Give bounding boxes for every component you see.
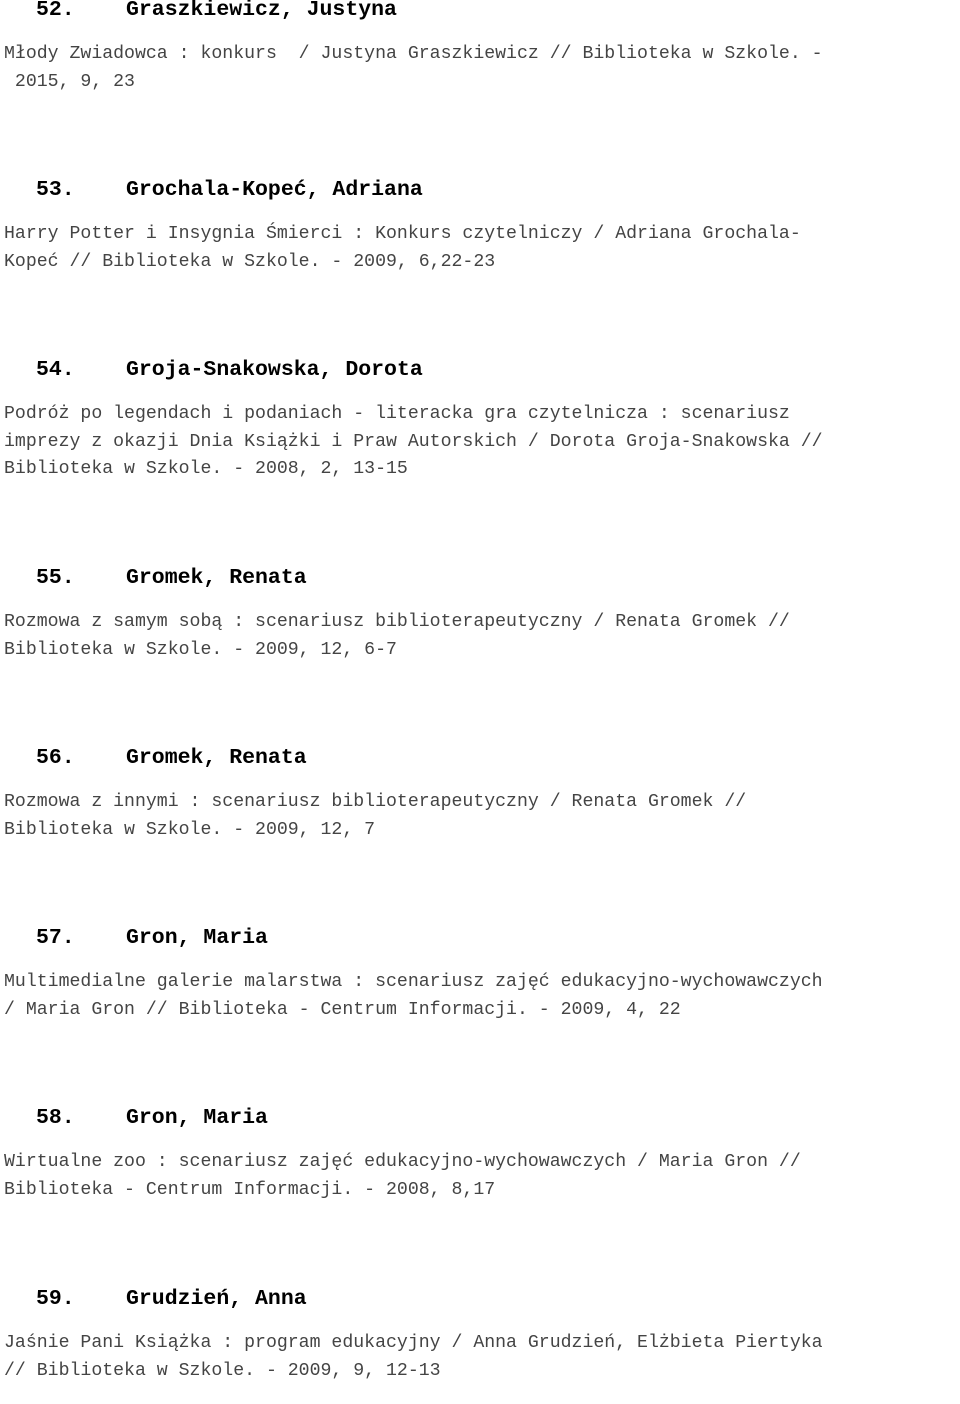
entry-heading: [0, 1284, 307, 1314]
entry-heading: [0, 175, 423, 205]
description-line: Harry Potter i Insygnia Śmierci : Konkurs czytelniczy / Adriana Grochala-: [4, 224, 801, 244]
entry-description: [4, 401, 960, 484]
entry-description: [4, 1149, 960, 1204]
entry-description: [4, 221, 960, 276]
entry-heading: [0, 563, 307, 593]
entry-number: 53.: [36, 178, 75, 202]
entry-number: 57.: [36, 926, 75, 950]
entry-number: 59.: [36, 1287, 75, 1311]
entry-author: Gromek, Renata: [126, 746, 307, 770]
entry-heading: [0, 1103, 268, 1133]
description-line: 2015, 9, 23: [4, 71, 135, 92]
entry-heading: [0, 743, 307, 773]
entry-description: [4, 41, 960, 96]
entry-author: Gron, Maria: [126, 926, 268, 950]
description-line: Biblioteka w Szkole. - 2009, 12, 6-7: [4, 639, 397, 660]
entry-description: [4, 969, 960, 1024]
entry-number: 52.: [36, 0, 75, 22]
entry-description: [4, 1330, 960, 1385]
entry-heading: [0, 355, 423, 385]
entry-number: 58.: [36, 1106, 75, 1130]
description-line: Rozmowa z innymi : scenariusz biblioterapeutyczny / Renata Gromek //: [4, 792, 747, 812]
entry-author: Gromek, Renata: [126, 566, 307, 590]
entry-author: Graszkiewicz, Justyna: [126, 0, 397, 22]
entry-author: Grudzień, Anna: [126, 1287, 307, 1311]
description-line: Biblioteka w Szkole. - 2009, 12, 7: [4, 819, 376, 840]
entry-author: Grochala-Kopeć, Adriana: [126, 178, 423, 202]
description-line: Kopeć // Biblioteka w Szkole. - 2009, 6,22-23: [4, 251, 496, 272]
entry-number: 56.: [36, 746, 75, 770]
description-line: Biblioteka w Szkole. - 2008, 2, 13-15: [4, 459, 408, 479]
entry-author: Gron, Maria: [126, 1106, 268, 1130]
entry-heading: [0, 923, 268, 953]
entry-number: 55.: [36, 566, 75, 590]
entry-description: [4, 609, 960, 664]
entry-heading: [0, 0, 397, 25]
entry-number: 54.: [36, 358, 75, 382]
description-line: // Biblioteka w Szkole. - 2009, 9, 12-13: [4, 1360, 441, 1381]
description-line: Biblioteka - Centrum Informacji. - 2008, 8,17: [4, 1179, 496, 1200]
description-line: Podróż po legendach i podaniach - literacka gra czytelnicza : scenariusz: [4, 404, 790, 424]
description-line: Jaśnie Pani Książka : program edukacyjny / Anna Grudzień, Elżbieta Piertyka: [4, 1333, 823, 1353]
description-line: Multimedialne galerie malarstwa : scenariusz zajęć edukacyjno-wychowawczych: [4, 972, 823, 992]
description-line: imprezy z okazji Dnia Książki i Praw Autorskich / Dorota Groja-Snakowska //: [4, 431, 823, 452]
description-line: Młody Zwiadowca : konkurs / Justyna Graszkiewicz // Biblioteka w Szkole. -: [4, 44, 823, 64]
description-line: / Maria Gron // Biblioteka - Centrum Informacji. - 2009, 4, 22: [4, 999, 681, 1020]
entry-author: Groja-Snakowska, Dorota: [126, 358, 423, 382]
entry-description: [4, 789, 960, 844]
description-line: Rozmowa z samym sobą : scenariusz biblioterapeutyczny / Renata Gromek //: [4, 612, 790, 632]
description-line: Wirtualne zoo : scenariusz zajęć edukacyjno-wychowawczych / Maria Gron //: [4, 1152, 801, 1172]
